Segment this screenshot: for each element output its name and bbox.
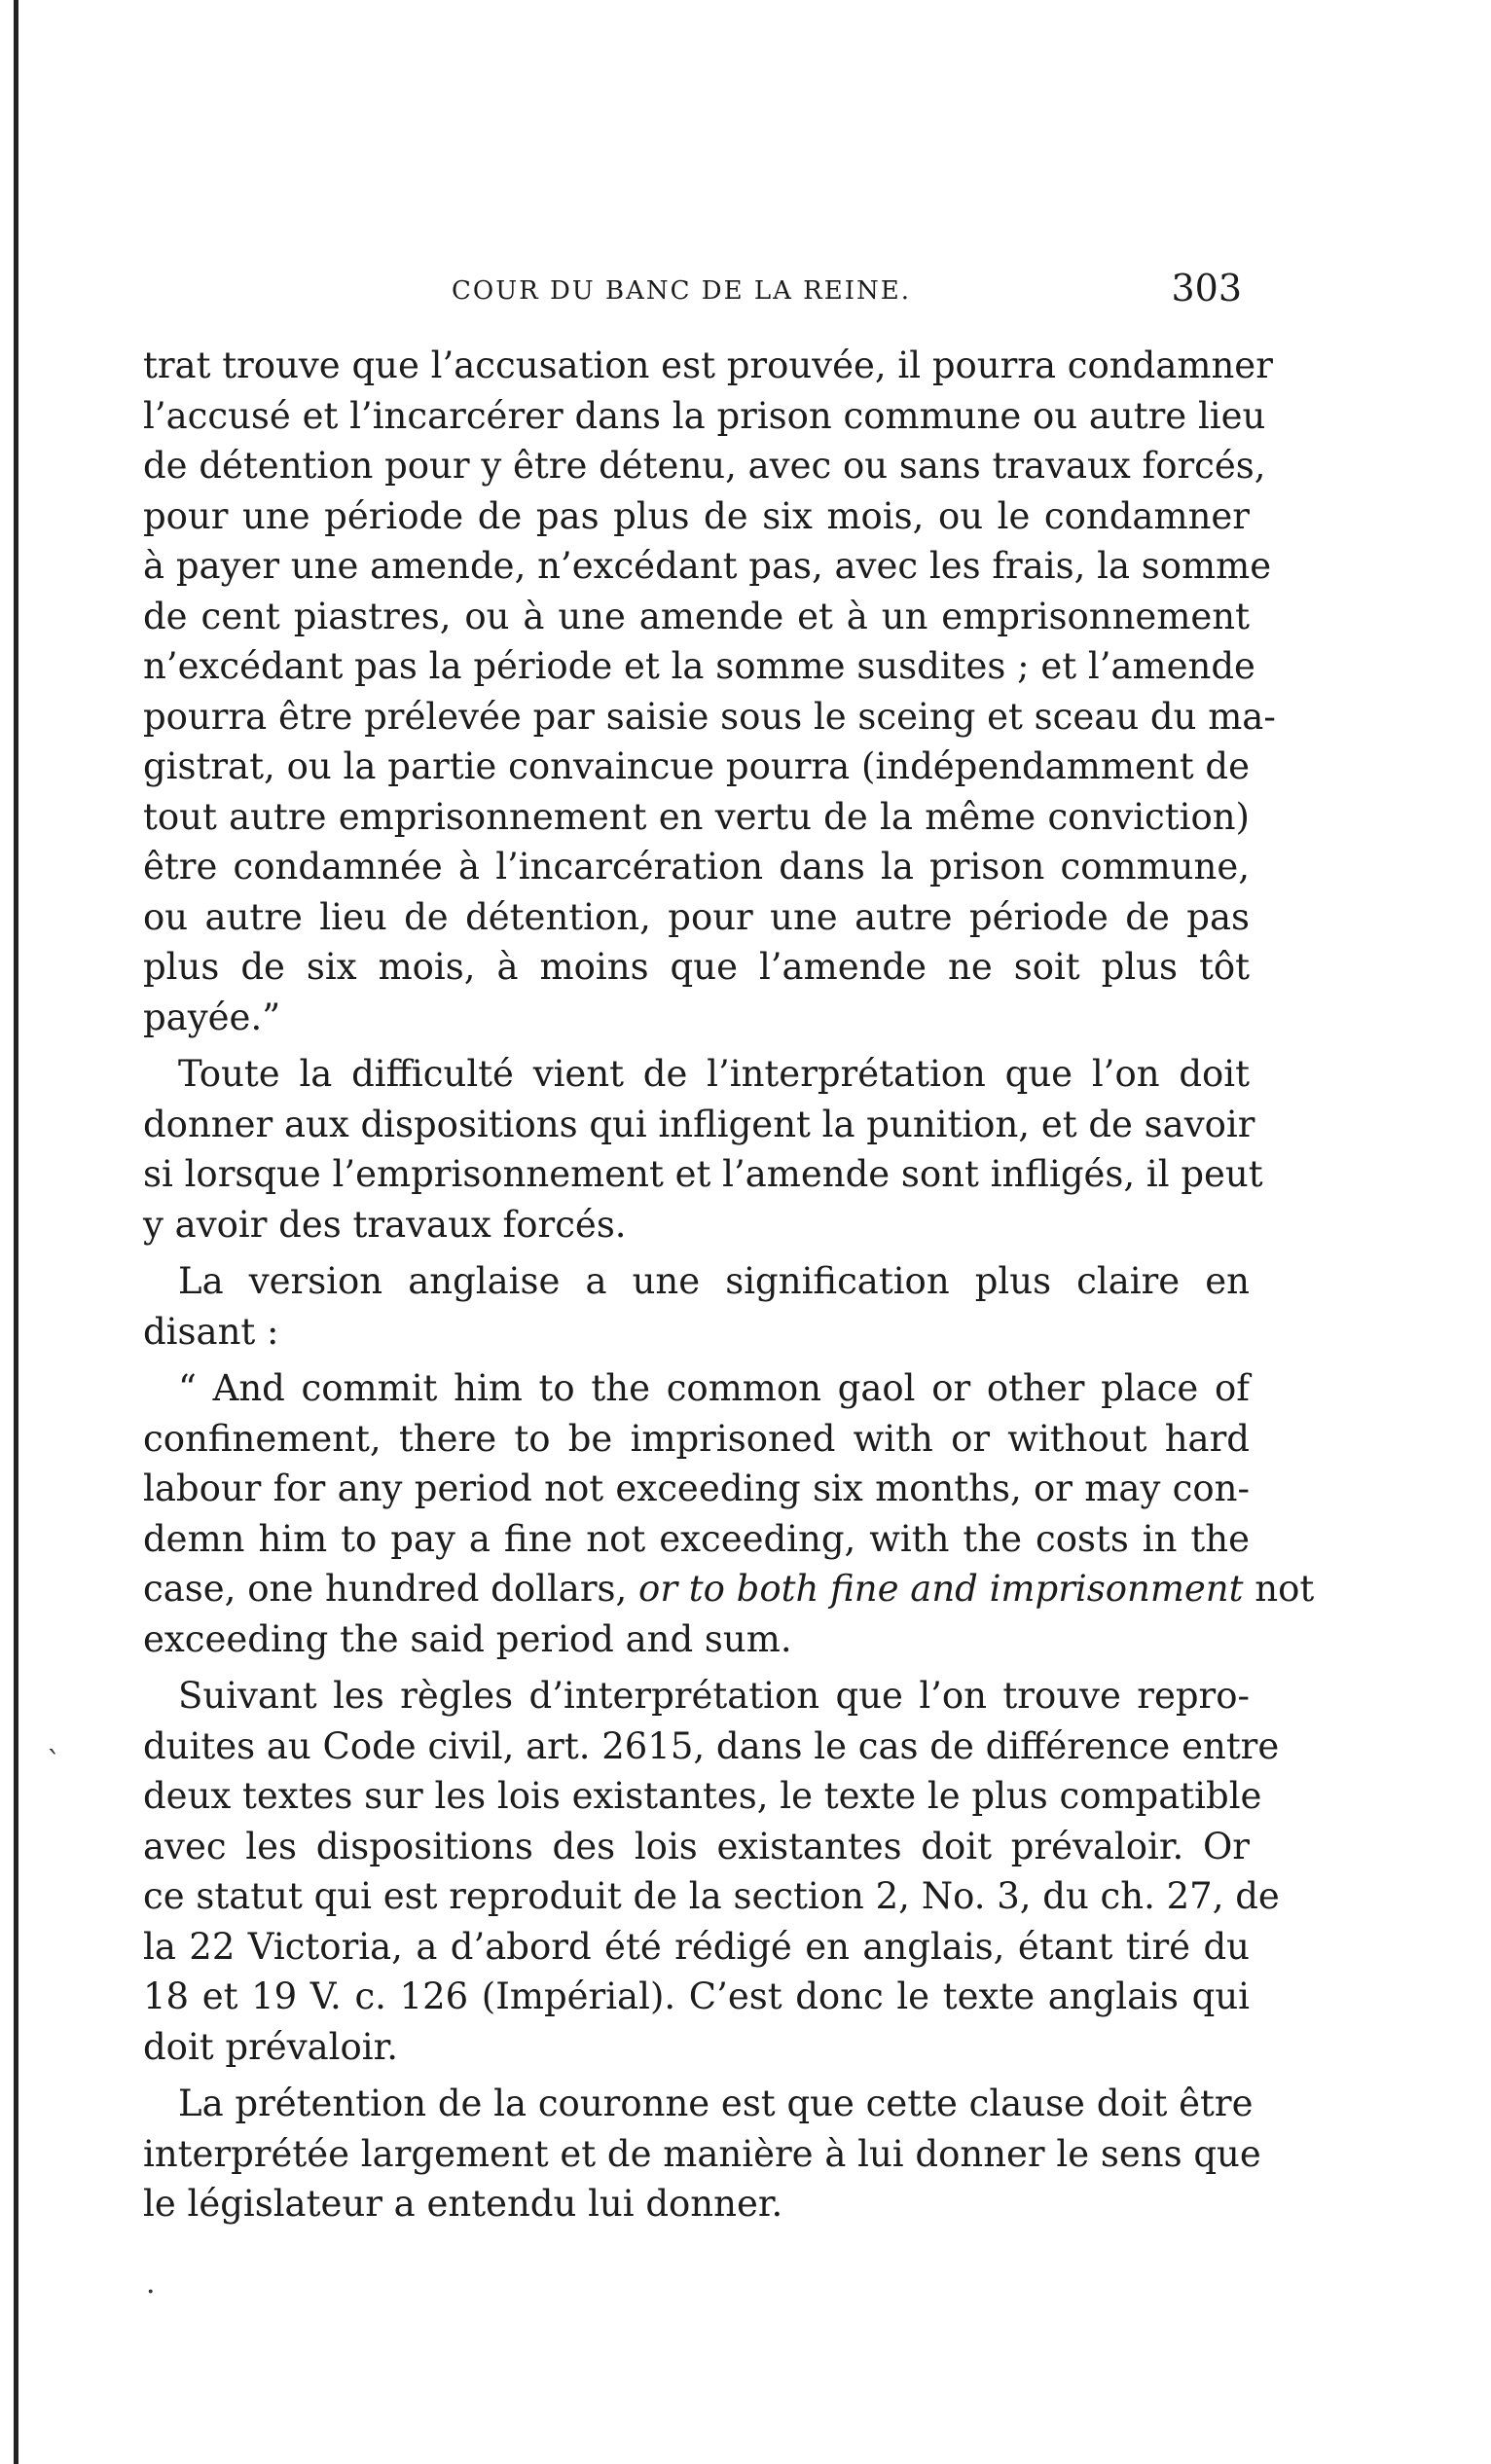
- text-line: la 22 Victoria, a d’abord été rédigé en anglais, étant tiré du: [143, 1925, 1250, 1968]
- text-line: l’accusé et l’incarcérer dans la prison commune ou autre lieu: [143, 394, 1266, 437]
- text-line: ou autre lieu de détention, pour une autre période de pas: [143, 895, 1250, 938]
- text-run: not: [1255, 1568, 1315, 1610]
- text-line: tout autre emprisonnement en vertu de la même conviction): [143, 795, 1250, 838]
- text-line: “ And commit him to the common gaol or other place of: [178, 1367, 1250, 1409]
- running-title: COUR DU BANC DE LA REINE.: [452, 276, 911, 306]
- text-line: La prétention de la couronne est que cette clause doit être: [178, 2083, 1254, 2124]
- text-line: La version anglaise a une signification plus claire en: [178, 1260, 1250, 1302]
- text-line: pour une période de pas plus de six mois, ou le condamner: [143, 494, 1250, 537]
- text-run: case, one hundred dollars,: [143, 1568, 628, 1610]
- paragraph-english-version: [143, 1256, 1250, 1357]
- text-line: n’excédant pas la période et la somme susdites ; et l’amende: [143, 645, 1255, 687]
- text-line: Toute la difficulté vient de l’interprétation que l’on doit: [178, 1053, 1250, 1095]
- text-line: ce statut qui est reproduit de la section 2, No. 3, du ch. 27, de: [143, 1875, 1280, 1917]
- text-line: si lorsque l’emprisonnement et l’amende sont infligés, il peut: [143, 1153, 1263, 1195]
- text-line: exceeding the said period and sum.: [143, 1617, 792, 1660]
- text-line: donner aux dispositions qui infligent la punition, et de savoir: [143, 1103, 1255, 1145]
- text-line: pourra être prélevée par saisie sous le sceing et sceau du ma-: [143, 695, 1276, 738]
- text-line: Suivant les règles d’interprétation que l’on trouve repro-: [178, 1675, 1250, 1717]
- paragraph-difficulty: [143, 1049, 1263, 1250]
- text-line: deux textes sur les lois existantes, le texte le plus compatible: [143, 1775, 1262, 1817]
- text-line: de cent piastres, ou à une amende et à un emprisonnement: [143, 595, 1250, 637]
- text-line: gistrat, ou la partie convaincue pourra (indépendamment de: [143, 745, 1250, 787]
- text-line: demn him to pay a fine not exceeding, with the costs in the: [143, 1517, 1250, 1560]
- text-line: trat trouve que l’accusation est prouvée, il pourra condamner: [143, 344, 1273, 386]
- stray-margin-mark: ˋ: [47, 1746, 61, 1780]
- text-line: doit prévaloir.: [143, 2025, 398, 2068]
- text-line: labour for any period not exceeding six months, or may con-: [143, 1468, 1250, 1509]
- text-line: payée.”: [143, 996, 281, 1038]
- text-line-mixed: [143, 1564, 1315, 1614]
- text-line: interprétée largement et de manière à lui donner le sens que: [143, 2132, 1261, 2175]
- text-line: 18 et 19 V. c. 126 (Impérial). C’est donc le texte anglais qui: [143, 1975, 1250, 2017]
- text-line: le législateur a entendu lui donner.: [143, 2183, 783, 2225]
- paragraph-interpretation-rules: [143, 1671, 1280, 2072]
- text-line: à payer une amende, n’excédant pas, avec les frais, la somme: [143, 545, 1272, 587]
- page-number: 303: [1171, 267, 1242, 309]
- text-line: confinement, there to be imprisoned with or without hard: [143, 1417, 1250, 1460]
- text-line: de détention pour y être détenu, avec ou sans travaux forcés,: [143, 445, 1266, 487]
- text-line: duites au Code civil, art. 2615, dans le cas de différence entre: [143, 1724, 1280, 1767]
- page-binding-edge: [14, 0, 18, 2464]
- text-line: y avoir des travaux forcés.: [143, 1203, 627, 1246]
- text-line: disant :: [143, 1310, 279, 1353]
- book-page: [143, 265, 1315, 2229]
- text-line: être condamnée à l’incarcération dans la prison commune,: [143, 846, 1250, 888]
- running-header: [143, 265, 1250, 323]
- paragraph-statute-quote-fr: [143, 341, 1276, 1042]
- stray-dot-mark: ·: [146, 2275, 156, 2309]
- italic-emphasis: or to both fine and imprisonment: [638, 1568, 1244, 1610]
- paragraph-statute-quote-en: [143, 1363, 1315, 1664]
- paragraph-crown-claim: [143, 2079, 1261, 2229]
- text-line: avec les dispositions des lois existantes doit prévaloir. Or: [143, 1825, 1250, 1867]
- text-line: plus de six mois, à moins que l’amende ne soit plus tôt: [143, 946, 1250, 988]
